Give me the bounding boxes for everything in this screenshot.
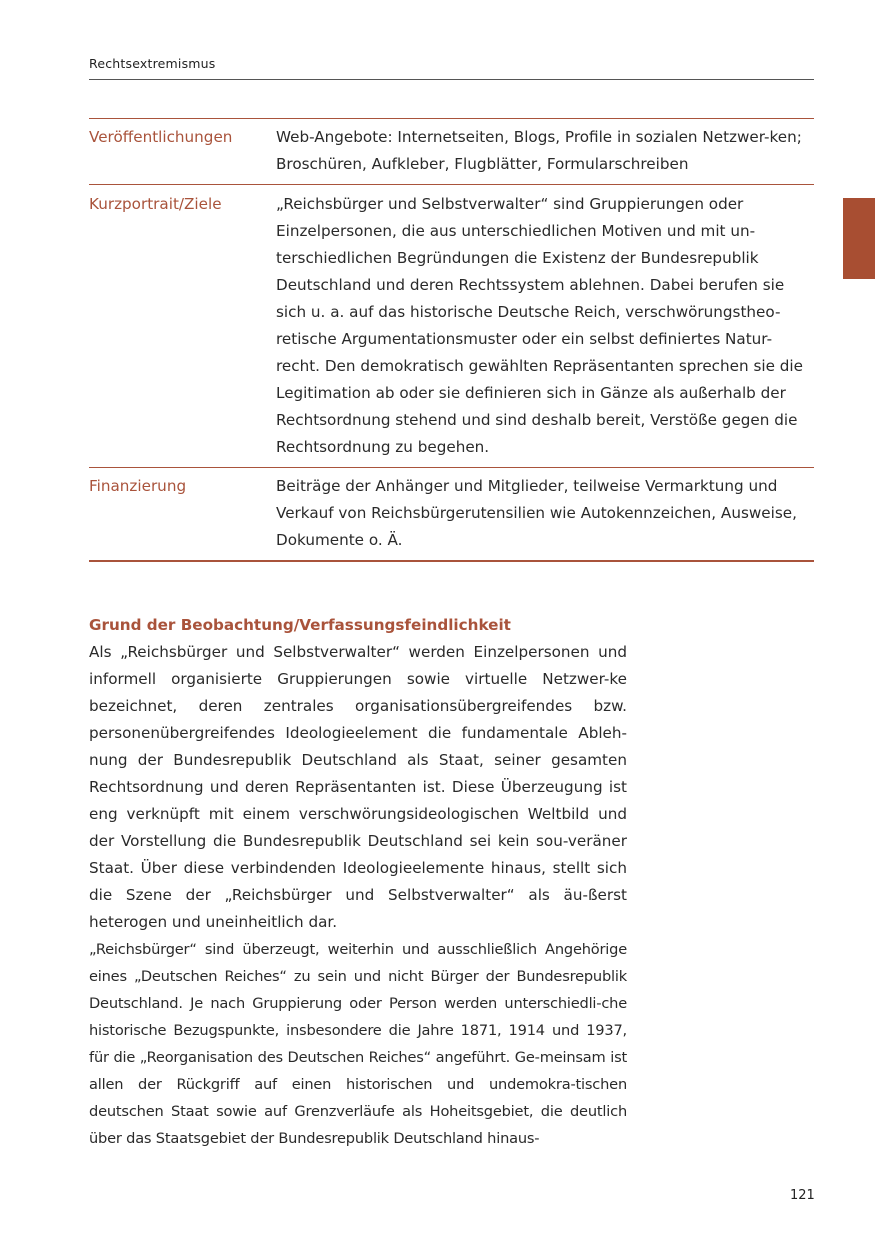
row-label: Veröffentlichungen [89,128,233,146]
table-row-financing [89,468,814,562]
row-value: Beiträge der Anhänger und Mitglieder, teilweise Vermarktung und Verkauf von Reichsbürgerutensilien wie Autokennzeichen, Ausweise, Dokumente o. Ä. [276,477,797,549]
body-paragraph: „Reichsbürger“ sind überzeugt, weiterhin und ausschließlich Angehörige eines „Deutschen Reiches“ zu sein und nicht Bürger der Bundesrepublik Deutschland. Je nach Gruppierung oder Person werden unterschiedli-che historische Bezugspunkte, insbesondere die Jahre 1871, 1914 und 1937, für die „Reorganisation des Deutschen Reiches“ angeführt. Ge-meinsam ist allen der Rückgriff auf einen historischen und undemokra-tischen deutschen Staat sowie auf Grenzverläufe als Hoheitsgebiet, die deutlich über das Staatsgebiet der Bundesrepublik Deutschland hinaus- [89,941,627,1147]
section-heading: Grund der Beobachtung/Verfassungsfeindlichkeit [89,616,511,634]
table-row-profile [89,185,814,468]
row-value: „Reichsbürger und Selbstverwalter“ sind Gruppierungen oder Einzelpersonen, die aus unterschiedlichen Motiven und mit un-terschiedlichen Begründungen die Existenz der Bundesrepublik Deutschland und deren Rechtssystem ablehnen. Dabei berufen sie sich u. a. auf das historische Deutsche Reich, verschwörungstheo-retische Argumentationsmuster oder ein selbst definiertes Natur-recht. Den demokratisch gewählten Repräsentanten sprechen sie die Legitimation ab oder sie definieren sich in Gänze als außerhalb der Rechtsordnung stehend und sind deshalb bereit, Verstöße gegen die Rechtsordnung zu begehen. [276,195,803,456]
header-rule [89,79,814,80]
body-paragraph: Als „Reichsbürger und Selbstverwalter“ werden Einzelpersonen und informell organisierte Gruppierungen sowie virtuelle Netzwer-ke bezeichnet, deren zentrales organisationsübergreifendes bzw. personenübergreifendes Ideologieelement die fundamentale Ableh-nung der Bundesrepublik Deutschland als Staat, seiner gesamten Rechtsordnung und deren Repräsentanten ist. Diese Überzeugung ist eng verknüpft mit einem verschwörungsideologischen Weltbild und der Vorstellung die Bundesrepublik Deutschland sei kein sou-veräner Staat. Über diese verbindenden Ideologieelemente hinaus, stellt sich die Szene der „Reichsbürger und Selbstverwalter“ als äu-ßerst heterogen und uneinheitlich dar. [89,643,627,931]
page-number: 121 [790,1188,815,1203]
row-label: Kurzportrait/Ziele [89,195,222,213]
observation-section [89,612,627,1152]
info-table [89,118,814,562]
chapter-tab-marker [843,198,875,279]
row-label: Finanzierung [89,477,187,495]
running-header: Rechtsextremismus [89,56,216,71]
row-value: Web-Angebote: Internetseiten, Blogs, Profile in sozialen Netzwer-ken; Broschüren, Aufkleber, Flugblätter, Formularschreiben [276,128,802,173]
table-row-publications [89,119,814,185]
